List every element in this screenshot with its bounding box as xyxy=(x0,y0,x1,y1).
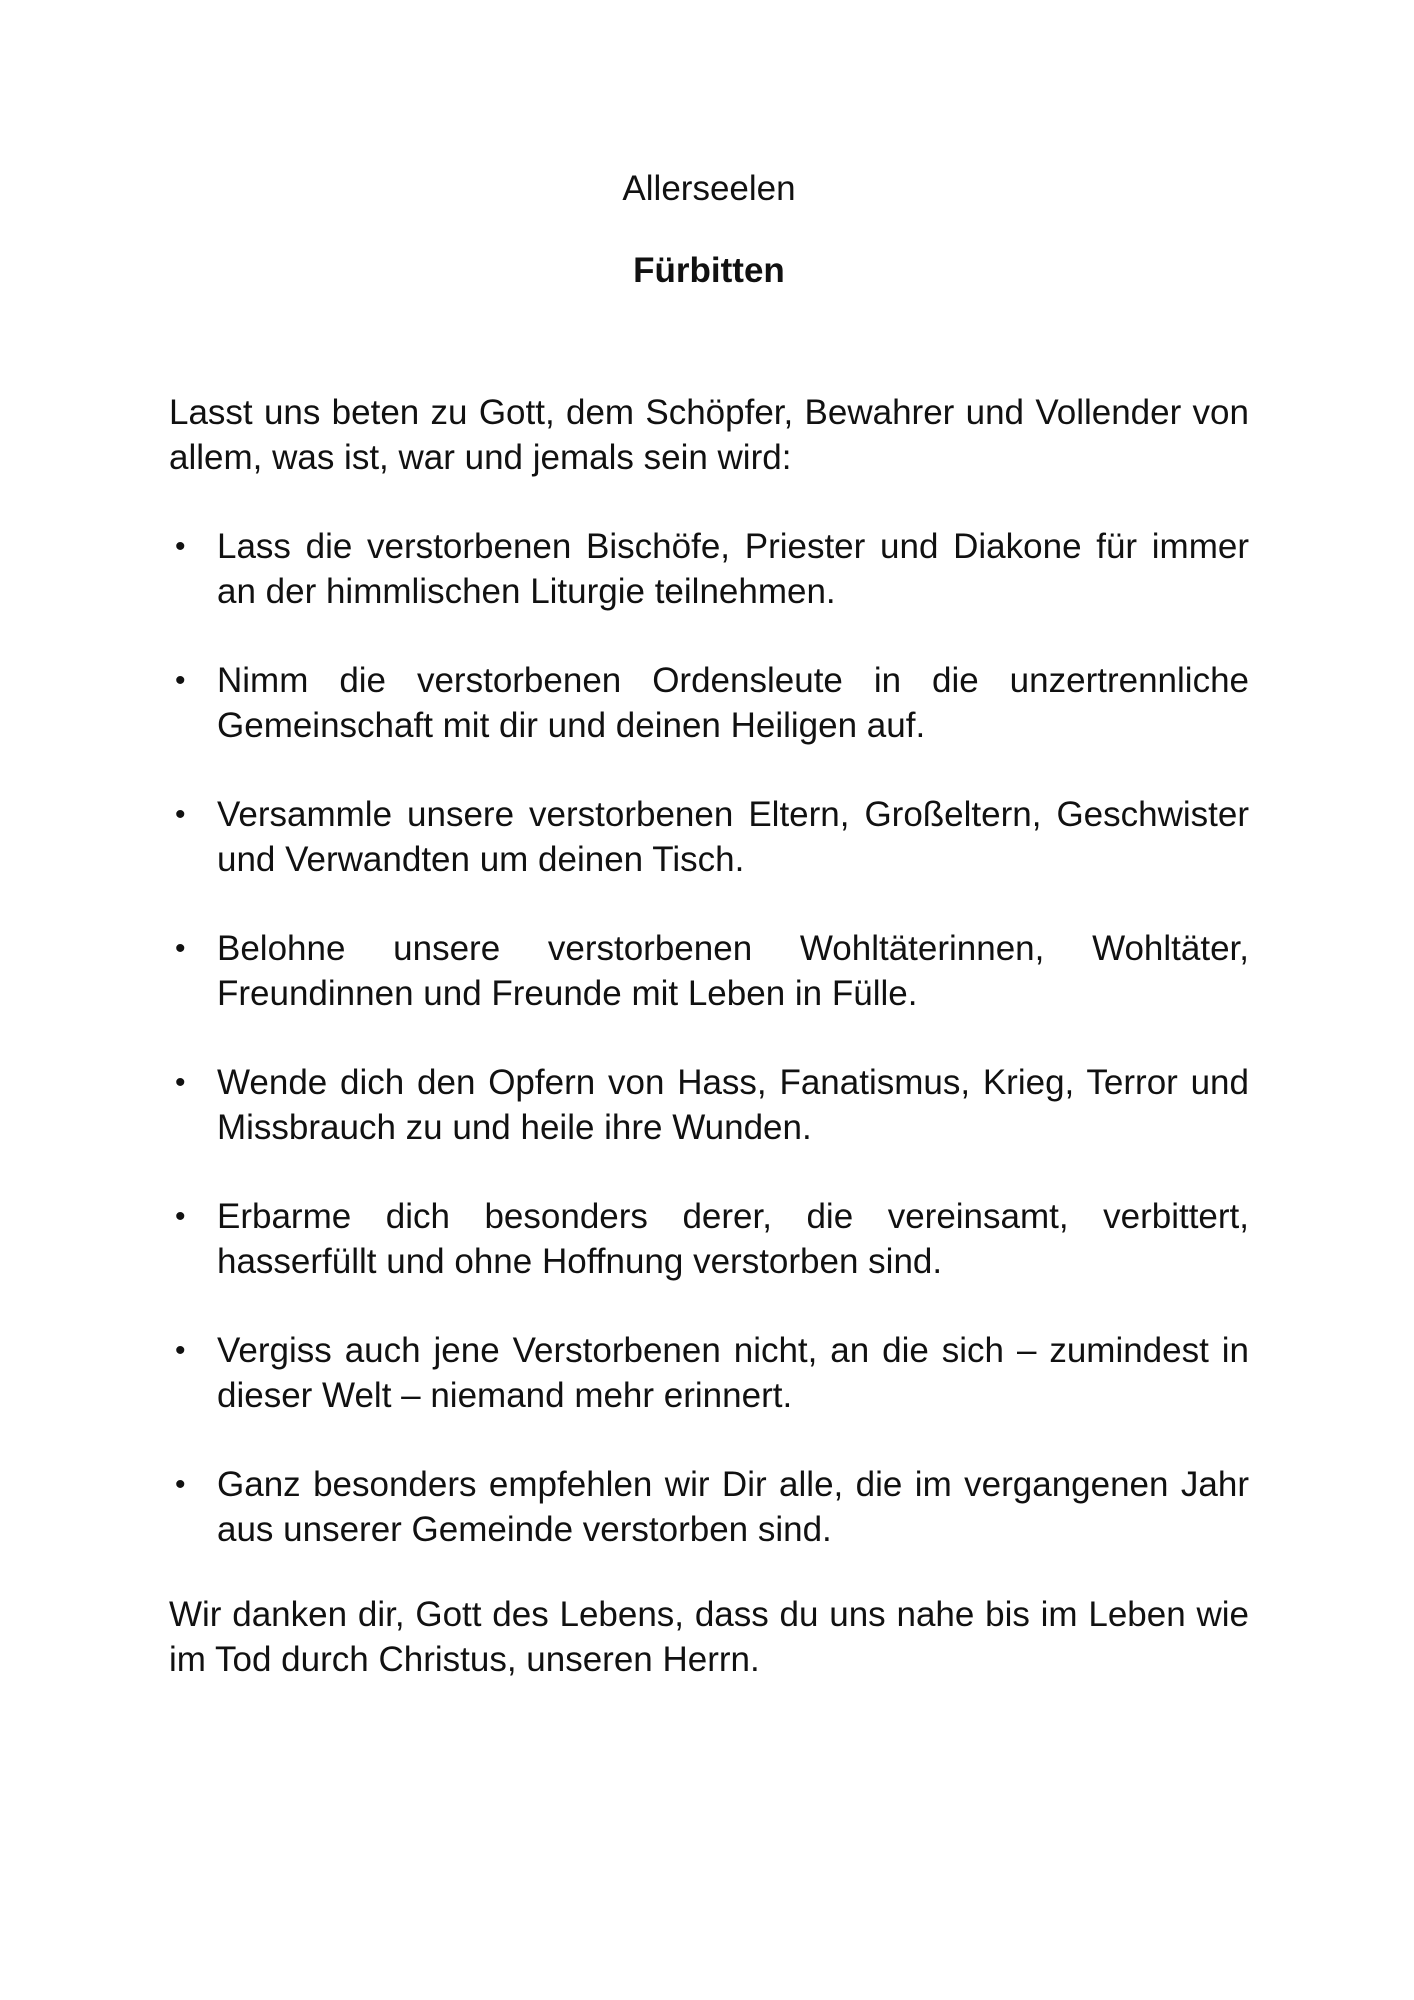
petition-text: Erbarme dich besonders derer, die vereinsamt, verbittert, hasserfüllt und ohne Hoffnung verstorben sind. xyxy=(217,1197,1249,1281)
bullet-dot-icon: • xyxy=(175,1066,186,1099)
bullet-dot-icon: • xyxy=(175,530,186,563)
petition-text: Lass die verstorbenen Bischöfe, Priester und Diakone für immer an der himmlischen Liturgie teilnehmen. xyxy=(217,527,1249,611)
petition-item xyxy=(169,792,1249,882)
petition-text: Belohne unsere verstorbenen Wohltäterinnen, Wohltäter, Freundinnen und Freunde mit Leben in Fülle. xyxy=(217,929,1249,1013)
bullet-dot-icon: • xyxy=(175,664,186,697)
document-page xyxy=(169,166,1249,1682)
petition-item xyxy=(169,1462,1249,1552)
petition-item xyxy=(169,1194,1249,1284)
petition-list xyxy=(169,524,1249,1552)
petition-text: Versammle unsere verstorbenen Eltern, Großeltern, Geschwister und Verwandten um deinen Tisch. xyxy=(217,795,1249,879)
bullet-dot-icon: • xyxy=(175,1334,186,1367)
petition-item xyxy=(169,1328,1249,1418)
bullet-dot-icon: • xyxy=(175,1468,186,1501)
bullet-dot-icon: • xyxy=(175,798,186,831)
intro-paragraph: Lasst uns beten zu Gott, dem Schöpfer, Bewahrer und Vollender von allem, was ist, war und jemals sein wird: xyxy=(169,393,1249,477)
bullet-dot-icon: • xyxy=(175,932,186,965)
petition-item xyxy=(169,658,1249,748)
petition-item xyxy=(169,1060,1249,1150)
occasion-heading: Allerseelen xyxy=(622,169,796,208)
petition-item xyxy=(169,926,1249,1016)
petition-text: Vergiss auch jene Verstorbenen nicht, an die sich – zumindest in dieser Welt – niemand mehr erinnert. xyxy=(217,1331,1249,1415)
petition-text: Wende dich den Opfern von Hass, Fanatismus, Krieg, Terror und Missbrauch zu und heile ihre Wunden. xyxy=(217,1063,1249,1147)
petition-text: Nimm die verstorbenen Ordensleute in die unzertrennliche Gemeinschaft mit dir und deinen Heiligen auf. xyxy=(217,661,1249,745)
petition-text: Ganz besonders empfehlen wir Dir alle, die im vergangenen Jahr aus unserer Gemeinde verstorben sind. xyxy=(217,1465,1249,1549)
closing-paragraph: Wir danken dir, Gott des Lebens, dass du uns nahe bis im Leben wie im Tod durch Christus, unseren Herrn. xyxy=(169,1595,1249,1679)
petition-item xyxy=(169,524,1249,614)
bullet-dot-icon: • xyxy=(175,1200,186,1233)
page-title: Fürbitten xyxy=(633,251,785,290)
